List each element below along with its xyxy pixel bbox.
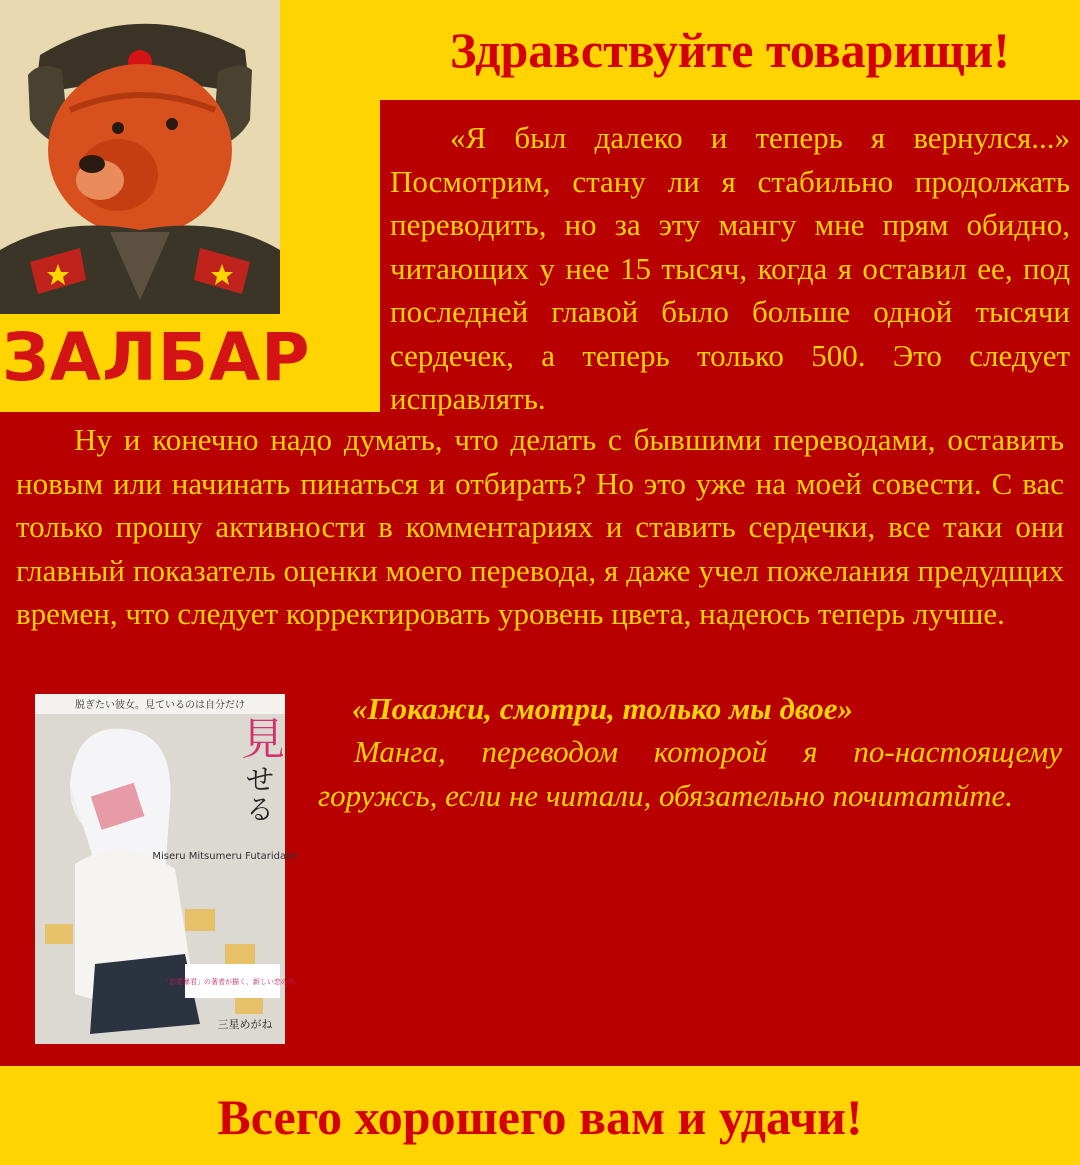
cover-title-glyph: せ bbox=[245, 763, 275, 796]
intro-paragraph: «Я был далеко и теперь я вернулся...» Посмотрим, стану ли я стабильно продолжать переводить, но за эту мангу мне прям обидно, читающих у нее 15 тысяч, когда я оставил ее, под последней главой было больше одной тысячи сердечек, а теперь только 500. Это следует исправлять. bbox=[390, 120, 1070, 416]
cover-title-glyph: る bbox=[245, 793, 275, 826]
cover-title-glyph: 見 bbox=[241, 714, 285, 765]
cover-blurb: 「恋愛暴君」の著者が描く、新しい恋の形。 bbox=[162, 978, 302, 986]
cover-romaji: Miseru Mitsumeru Futaridake bbox=[152, 851, 298, 862]
recommendation-title: «Покажи, смотри, только мы двое» bbox=[352, 691, 854, 726]
cover-author: 三星めがね bbox=[217, 1018, 273, 1031]
recommendation-text: Манга, переводом которой я по-настоящему горужсь, если не читали, обязательно почитатйте. bbox=[318, 734, 1062, 813]
bear-portrait-image bbox=[0, 0, 280, 314]
page-title: Здравствуйте товарищи! bbox=[450, 22, 1010, 78]
body-paragraph: Ну и конечно надо думать, что делать с бывшими переводами, оставить новым или начинать пинаться и отбирать? Но это уже на моей совести. С вас только прошу активности в комментариях и ставить сердечки, все таки они главный показатель оценки моего перевода, я даже учел пожелания предудщих времен, что следует корректировать уровень цвета, надеюсь теперь лучше. bbox=[16, 422, 1064, 631]
brand-logo-text: ЗАЛБАР bbox=[2, 319, 311, 396]
manga-cover-image bbox=[35, 694, 302, 1044]
cover-top-strip: 脱ぎたい彼女。見ているのは自分だけ bbox=[75, 700, 245, 711]
footer-message: Всего хорошего вам и удачи! bbox=[217, 1089, 863, 1145]
